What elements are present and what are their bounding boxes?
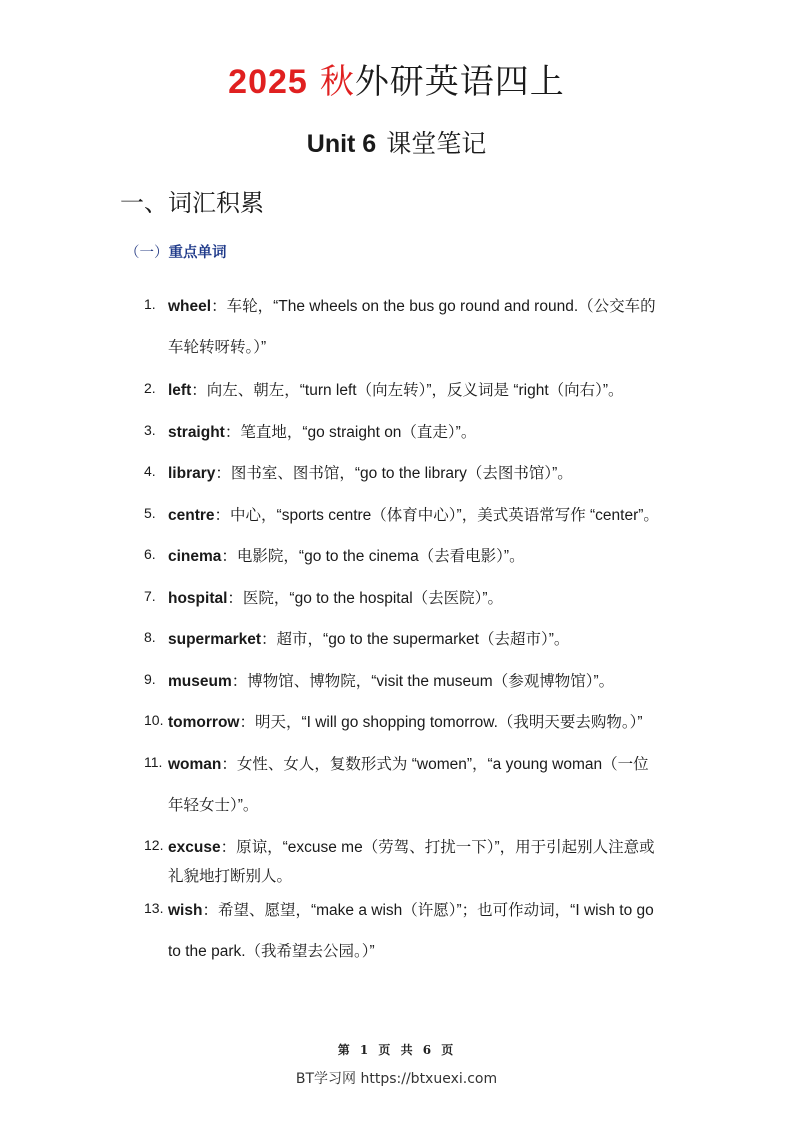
vocab-word: woman [168, 756, 222, 773]
document-subtitle [0, 124, 793, 164]
vocab-definition: ：中心，“sports centre（体育中心）”，美式英语常写作 “center”。 [214, 507, 659, 524]
vocab-word: tomorrow [168, 714, 240, 731]
item-number: 3. [144, 422, 156, 438]
site-watermark: BT学习网 https://btxuexi.com [295, 1071, 498, 1087]
vocab-definition: ：希望、愿望，“make a wish（许愿）”；也可作动词，“I wish to go [202, 902, 654, 919]
vocab-definition: ：女性、女人，复数形式为 “women”，“a young woman（一位 [221, 756, 649, 773]
vocab-definition: ：笔直地，“go straight on（直走）”。 [224, 424, 477, 441]
title-year: 2025 [228, 63, 308, 101]
item-number: 5. [144, 505, 156, 521]
vocab-word: centre [168, 507, 215, 524]
subtitle-text: 课堂笔记 [386, 130, 487, 158]
vocab-definition: ：明天，“I will go shopping tomorrow.（我明天要去购物。）” [239, 714, 643, 731]
vocab-definition: ：车轮，“The wheels on the bus go round and round.（公交车的 [211, 298, 656, 315]
vocab-definition: ：超市，“go to the supermarket（去超市）”。 [261, 631, 570, 648]
vocab-definition: ：原谅，“excuse me（劳驾、打扰一下）”，用于引起别人注意或 [220, 839, 655, 856]
item-number: 8. [144, 629, 156, 645]
vocab-word: library [168, 465, 216, 482]
vocab-definition: ：图书室、图书馆，“go to the library（去图书馆）”。 [215, 465, 573, 482]
vocab-word: left [168, 382, 192, 399]
document-title [0, 58, 793, 106]
sub-heading-marker: （一） [125, 245, 169, 261]
vocab-definition-cont: 年轻女士）”。 [168, 797, 259, 814]
item-number: 9. [144, 671, 156, 687]
section-heading: 一、词汇积累 [120, 190, 264, 217]
vocab-word: straight [168, 424, 225, 441]
vocab-definition: ：向左、朝左，“turn left（向左转）”，反义词是 “right（向右）”。 [191, 382, 624, 399]
item-number: 2. [144, 380, 156, 396]
vocab-word: hospital [168, 590, 228, 607]
item-number: 13. [144, 900, 164, 916]
title-rest: 外研英语四上 [354, 63, 565, 101]
vocab-definition: ：医院，“go to the hospital（去医院）”。 [227, 590, 504, 607]
item-number: 6. [144, 546, 156, 562]
vocab-word: supermarket [168, 631, 262, 648]
vocab-word: cinema [168, 548, 222, 565]
item-number: 12. [144, 837, 164, 853]
vocab-word: excuse [168, 839, 221, 856]
page-indicator: 第 1 页 共 6 页 [337, 1043, 456, 1057]
item-number: 4. [144, 463, 156, 479]
vocab-definition-cont: 车轮转呀转。）” [168, 339, 267, 356]
vocab-definition: ：电影院，“go to the cinema（去看电影）”。 [221, 548, 525, 565]
sub-heading [125, 242, 227, 264]
vocab-definition-cont: to the park.（我希望去公园。）” [168, 943, 375, 960]
item-number: 7. [144, 588, 156, 604]
vocab-word: wheel [168, 298, 212, 315]
unit-label: Unit 6 [306, 130, 377, 158]
vocab-word: museum [168, 673, 232, 690]
vocab-definition-cont: 礼貌地打断别人。 [168, 868, 293, 885]
item-number: 1. [144, 296, 156, 312]
vocab-word: wish [168, 902, 203, 919]
item-number: 10. [144, 712, 164, 728]
vocab-definition: ：博物馆、博物院，“visit the museum（参观博物馆）”。 [231, 673, 615, 690]
title-season: 秋 [319, 63, 355, 101]
sub-heading-text: 重点单词 [168, 245, 227, 261]
item-number: 11. [144, 754, 163, 770]
